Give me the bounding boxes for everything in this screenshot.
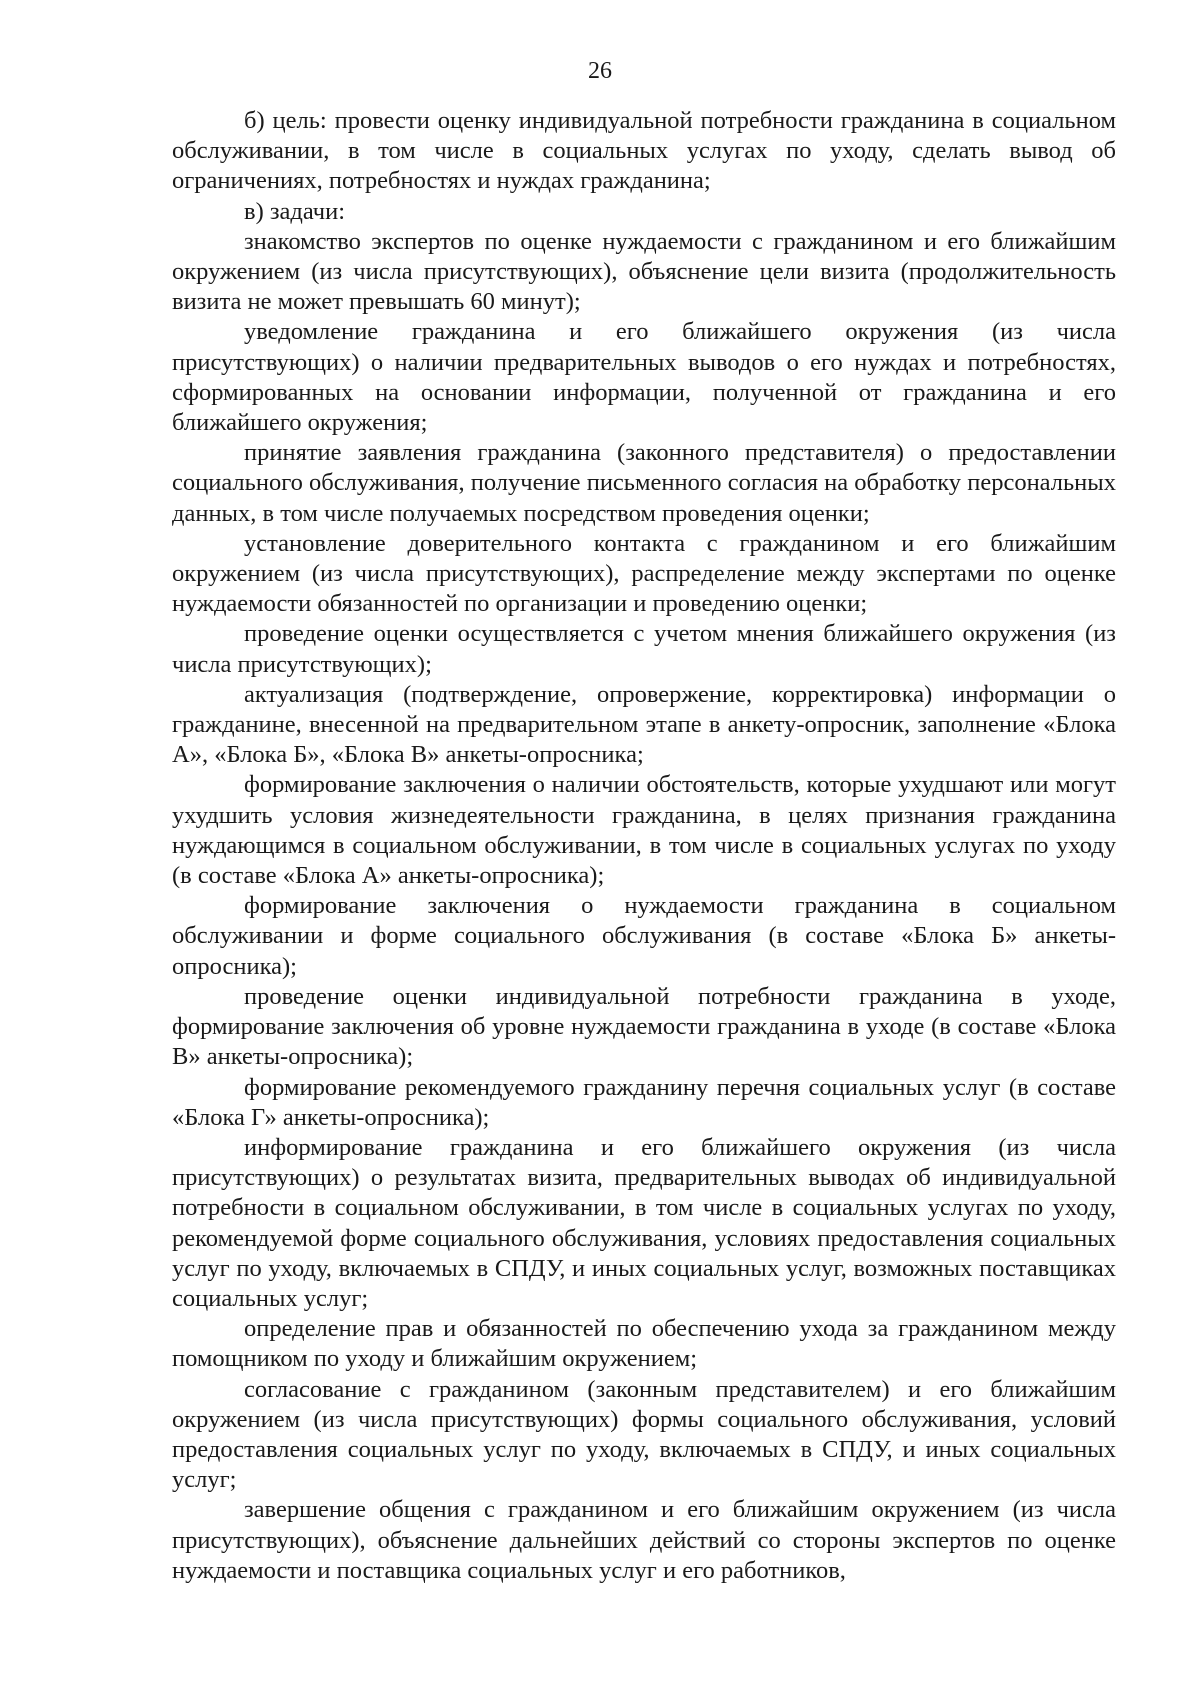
- paragraph-task: проведение оценки осуществляется с учетом мнения ближайшего окружения (из числа присутствующих);: [172, 620, 1116, 678]
- paragraph-task: принятие заявления гражданина (законного представителя) о предоставлении социального обслуживания, получение письменного согласия на обработку персональных данных, в том числе получаемых посредством проведения оценки;: [172, 439, 1116, 527]
- paragraph-task: знакомство экспертов по оценке нуждаемости с гражданином и его ближайшим окружением (из числа присутствующих), объяснение цели визита (продолжительность визита не может превышать 60 минут);: [172, 227, 1116, 316]
- paragraph-task: определение прав и обязанностей по обеспечению ухода за гражданином между помощником по уходу и ближайшим окружением;: [172, 1315, 1116, 1373]
- paragraph-goal: б) цель: провести оценку индивидуальной потребности гражданина в социальном обслуживании, в том числе в социальных услугах по уходу, сделать вывод об ограничениях, потребностях и нуждах гражданина;: [172, 107, 1116, 195]
- paragraph-task: формирование заключения о наличии обстоятельств, которые ухудшают или могут ухудшить условия жизнедеятельности гражданина, в целях признания гражданина нуждающимся в социальном обслуживании, в том числе в социальных услугах по уходу (в составе «Блока А» анкеты-опросника);: [172, 771, 1116, 890]
- document-body: [172, 106, 1116, 1586]
- paragraph-task: уведомление гражданина и его ближайшего окружения (из числа присутствующих) о наличии предварительных выводов о его нуждах и потребностях, сформированных на основании информации, полученной от гражданина и его ближайшего окружения;: [172, 318, 1116, 437]
- page-number: 26: [588, 58, 612, 84]
- paragraph-task: актуализация (подтверждение, опровержение, корректировка) информации о гражданине, внесенной на предварительном этапе в анкету-опросник, заполнение «Блока А», «Блока Б», «Блока В» анкеты-опросника;: [172, 680, 1116, 769]
- paragraph-task: формирование рекомендуемого гражданину перечня социальных услуг (в составе «Блока Г» анкеты-опросника);: [172, 1073, 1116, 1131]
- paragraph-task: установление доверительного контакта с гражданином и его ближайшим окружением (из числа присутствующих), распределение между экспертами по оценке нуждаемости обязанностей по организации и проведению оценки;: [172, 529, 1116, 618]
- paragraph-task: формирование заключения о нуждаемости гражданина в социальном обслуживании и форме социального обслуживания (в составе «Блока Б» анкеты-опросника);: [172, 892, 1116, 980]
- paragraph-task: информирование гражданина и его ближайшего окружения (из числа присутствующих) о результатах визита, предварительных выводах об индивидуальной потребности в социальном обслуживании, в том числе в социальных услугах по уходу, рекомендуемой форме социального обслуживания, условиях предоставления социальных услуг по уходу, включаемых в СПДУ, и иных социальных услуг, возможных поставщиках социальных услуг;: [172, 1133, 1116, 1312]
- paragraph-task: проведение оценки индивидуальной потребности гражданина в уходе, формирование заключения об уровне нуждаемости гражданина в уходе (в составе «Блока В» анкеты-опросника);: [172, 982, 1116, 1071]
- paragraph-task: согласование с гражданином (законным представителем) и его ближайшим окружением (из числа присутствующих) формы социального обслуживания, условий предоставления социальных услуг по уходу, включаемых в СПДУ, и иных социальных услуг;: [172, 1375, 1116, 1494]
- paragraph-tasks-heading: в) задачи:: [244, 197, 346, 225]
- paragraph-task: завершение общения с гражданином и его ближайшим окружением (из числа присутствующих), объяснение дальнейших действий со стороны экспертов по оценке нуждаемости и поставщика социальных услуг и его работников,: [172, 1496, 1116, 1584]
